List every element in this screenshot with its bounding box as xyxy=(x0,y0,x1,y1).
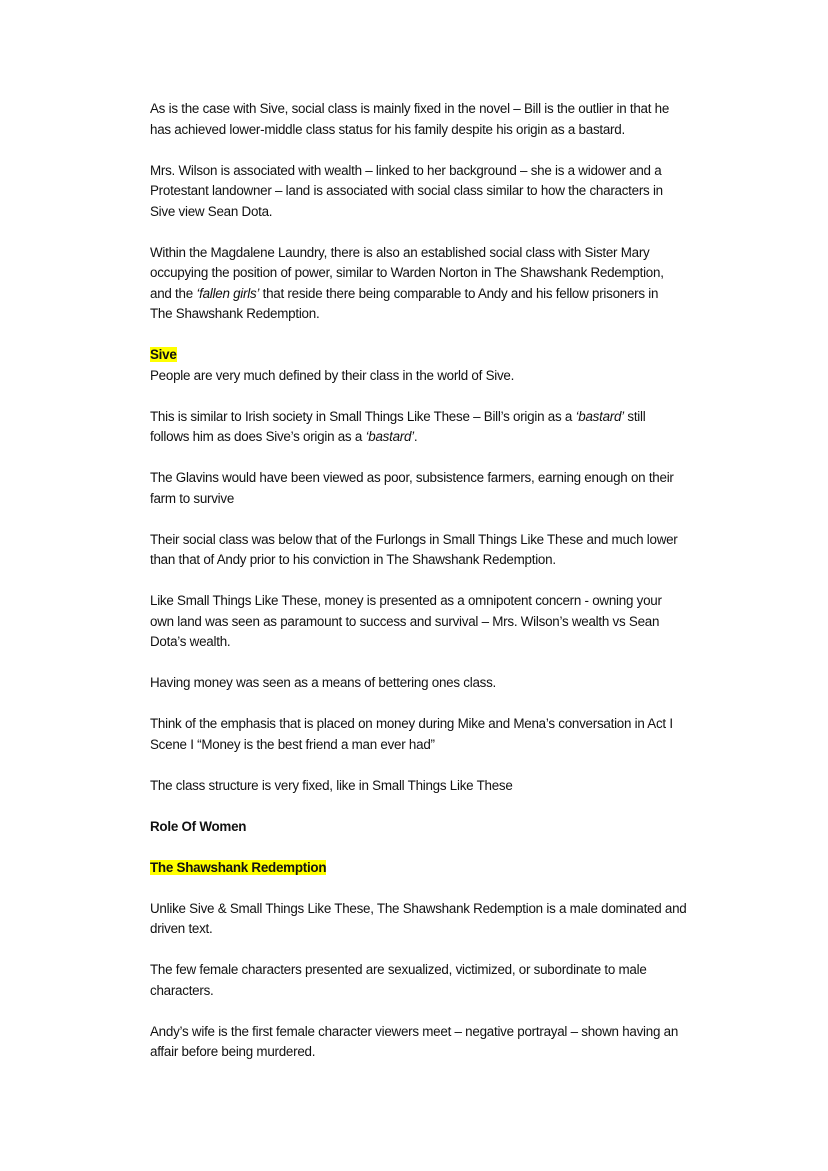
text-run: Dota’s wealth. xyxy=(150,634,231,649)
text-run: characters. xyxy=(150,982,214,998)
text-line xyxy=(150,1042,750,1063)
text-run: Unlike Sive & Small Things Like These, The Shawshank Redemption is a male dominated and xyxy=(150,900,687,916)
highlighted-heading: The Shawshank Redemption xyxy=(150,859,327,875)
text-line xyxy=(150,530,750,551)
text-run: The Shawshank Redemption. xyxy=(150,306,320,321)
text-line xyxy=(150,858,750,879)
text-line xyxy=(150,181,750,202)
text-line xyxy=(150,202,750,223)
text-line xyxy=(150,99,750,120)
text-run: Protestant landowner – land is associated with social class similar to how the characters in xyxy=(150,183,663,198)
paragraph xyxy=(150,776,750,797)
text-line xyxy=(150,612,750,633)
text-run: This is similar to Irish society in Small Things Like These – Bill’s origin as a xyxy=(150,408,576,424)
text-line xyxy=(150,427,750,448)
paragraph xyxy=(150,817,750,838)
paragraph xyxy=(150,858,750,879)
text-run: Their social class was below that of the Furlongs in Small Things Like These and much lower xyxy=(150,531,678,547)
text-run: As is the case with Sive, social class is mainly fixed in the novel – Bill is the outlier in that he xyxy=(150,101,670,116)
text-run: that reside there being comparable to Andy and his fellow prisoners in xyxy=(259,285,659,301)
italic-text: ‘fallen girls’ xyxy=(196,285,260,301)
text-line xyxy=(150,960,750,981)
paragraph xyxy=(150,468,750,509)
text-run: Having money was seen as a means of bettering ones class. xyxy=(150,675,497,690)
text-line xyxy=(150,550,750,571)
paragraph xyxy=(150,161,750,223)
text-run: Within the Magdalene Laundry, there is also an established social class with Sister Mary xyxy=(150,244,650,260)
text-line xyxy=(150,366,750,387)
italic-text: ‘bastard’ xyxy=(575,408,624,424)
text-run: Andy’s wife is the first female character viewers meet – negative portrayal – shown having an xyxy=(150,1023,679,1039)
text-line xyxy=(150,263,750,284)
text-line xyxy=(150,714,750,735)
text-run: Sive view Sean Dota. xyxy=(150,203,273,219)
text-run: has achieved lower-middle class status for his family despite his origin as a bastard. xyxy=(150,121,625,137)
paragraph xyxy=(150,407,750,448)
paragraph xyxy=(150,530,750,571)
text-run: follows him as does Sive’s origin as a xyxy=(150,429,366,444)
text-line xyxy=(150,120,750,141)
paragraph xyxy=(150,99,750,140)
heading: Role Of Women xyxy=(150,818,247,834)
text-line xyxy=(150,304,750,325)
text-run: . xyxy=(413,429,418,444)
text-run: and the xyxy=(150,285,197,301)
paragraph xyxy=(150,345,750,386)
text-line xyxy=(150,735,750,756)
text-run: still xyxy=(623,408,646,424)
text-run: People are very much defined by their class in the world of Sive. xyxy=(150,367,515,383)
italic-text: ‘bastard’ xyxy=(365,429,414,444)
text-line xyxy=(150,673,750,694)
paragraph xyxy=(150,960,750,1001)
text-line xyxy=(150,981,750,1002)
text-line xyxy=(150,243,750,264)
text-line xyxy=(150,591,750,612)
text-run: Like Small Things Like These, money is presented as a omnipotent concern - owning your xyxy=(150,593,662,608)
text-line xyxy=(150,632,750,653)
text-line xyxy=(150,489,750,510)
text-line xyxy=(150,1022,750,1043)
text-line xyxy=(150,776,750,797)
paragraph xyxy=(150,1022,750,1063)
text-run: affair before being murdered. xyxy=(150,1044,316,1059)
paragraph xyxy=(150,591,750,653)
text-line xyxy=(150,468,750,489)
text-run: The Glavins would have been viewed as poor, subsistence farmers, earning enough on their xyxy=(150,470,674,485)
document-page xyxy=(150,99,750,1083)
paragraph xyxy=(150,899,750,940)
text-line xyxy=(150,407,750,428)
paragraph xyxy=(150,243,750,325)
text-run: The class structure is very fixed, like in Small Things Like These xyxy=(150,777,513,793)
text-run: own land was seen as paramount to success and survival – Mrs. Wilson’s wealth vs Sean xyxy=(150,613,660,629)
text-run: driven text. xyxy=(150,921,213,936)
text-run: Think of the emphasis that is placed on money during Mike and Mena’s conversation in Act I xyxy=(150,716,673,731)
text-line xyxy=(150,161,750,182)
text-line xyxy=(150,817,750,838)
text-run: Scene I “Money is the best friend a man ever had” xyxy=(150,736,435,752)
text-run: The few female characters presented are sexualized, victimized, or subordinate to male xyxy=(150,962,647,977)
text-line xyxy=(150,899,750,920)
text-line xyxy=(150,919,750,940)
paragraph xyxy=(150,714,750,755)
text-run: farm to survive xyxy=(150,490,235,506)
highlighted-heading: Sive xyxy=(150,347,177,362)
text-run: Mrs. Wilson is associated with wealth – linked to her background – she is a widower and a xyxy=(150,162,662,178)
text-line xyxy=(150,345,750,366)
text-run: than that of Andy prior to his conviction in The Shawshank Redemption. xyxy=(150,552,556,567)
text-line xyxy=(150,284,750,305)
text-run: occupying the position of power, similar to Warden Norton in The Shawshank Redemption, xyxy=(150,265,664,280)
paragraph xyxy=(150,673,750,694)
